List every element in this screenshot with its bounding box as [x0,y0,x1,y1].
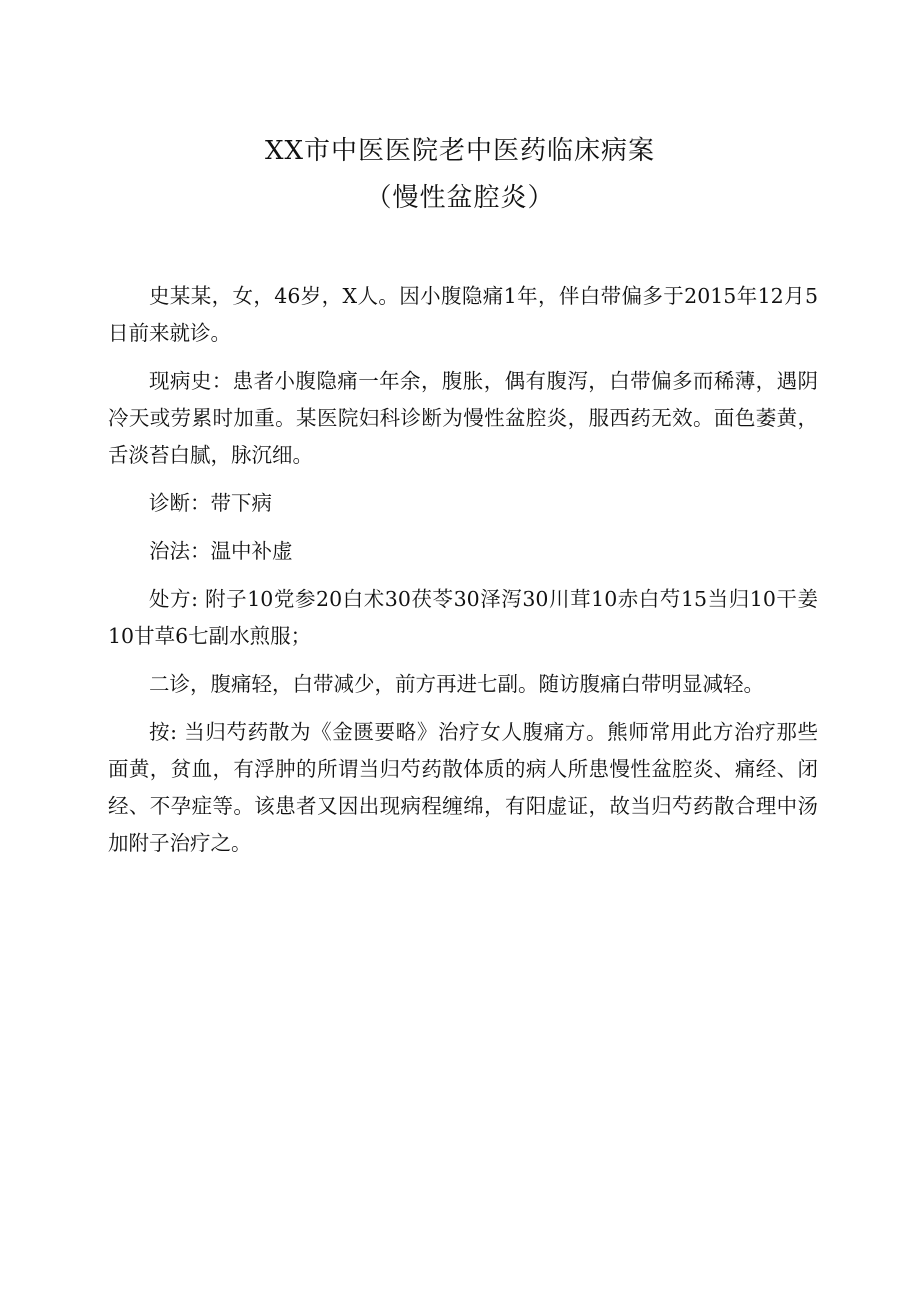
treatment-method-paragraph: 治法：温中补虚 [149,539,293,563]
follow-up-paragraph: 二诊，腹痛轻，白带减少，前方再进七副。随访腹痛白带明显减轻。 [149,672,764,696]
document-subtitle: （慢性盆腔炎） [365,183,555,213]
history-paragraph: 现病史：患者小腹隐痛一年余，腹胀，偶有腹泻，白带偏多而稀薄，遇阴冷天或劳累时加重。某医院妇科诊断为慢性盆腔炎，服西药无效。面色萎黄，舌淡苔白腻，脉沉细。 [108,369,818,467]
prescription-paragraph: 处方: 附子10党参20白术30茯苓30泽泻30川茸10赤白芍15当归10干姜10甘草6七副水煎服； [108,587,818,648]
document-title: XX市中医医院老中医药临床病案 [264,136,656,166]
document-body [108,278,818,873]
commentary-paragraph: 按: 当归芍药散为《金匮要略》治疗女人腹痛方。熊师常用此方治疗那些面黄，贫血，有浮肿的所谓当归芍药散体质的病人所患慢性盆腔炎、痛经、闭经、不孕症等。该患者又因出现病程缠绵，有阳虚证，故当归芍药散合理中汤加附子治疗之。 [108,720,818,855]
patient-info-paragraph: 史某某，女，46岁，X人。因小腹隐痛1年，伴白带偏多于2015年12月5日前来就诊。 [108,284,818,345]
diagnosis-paragraph: 诊断：带下病 [149,491,272,515]
